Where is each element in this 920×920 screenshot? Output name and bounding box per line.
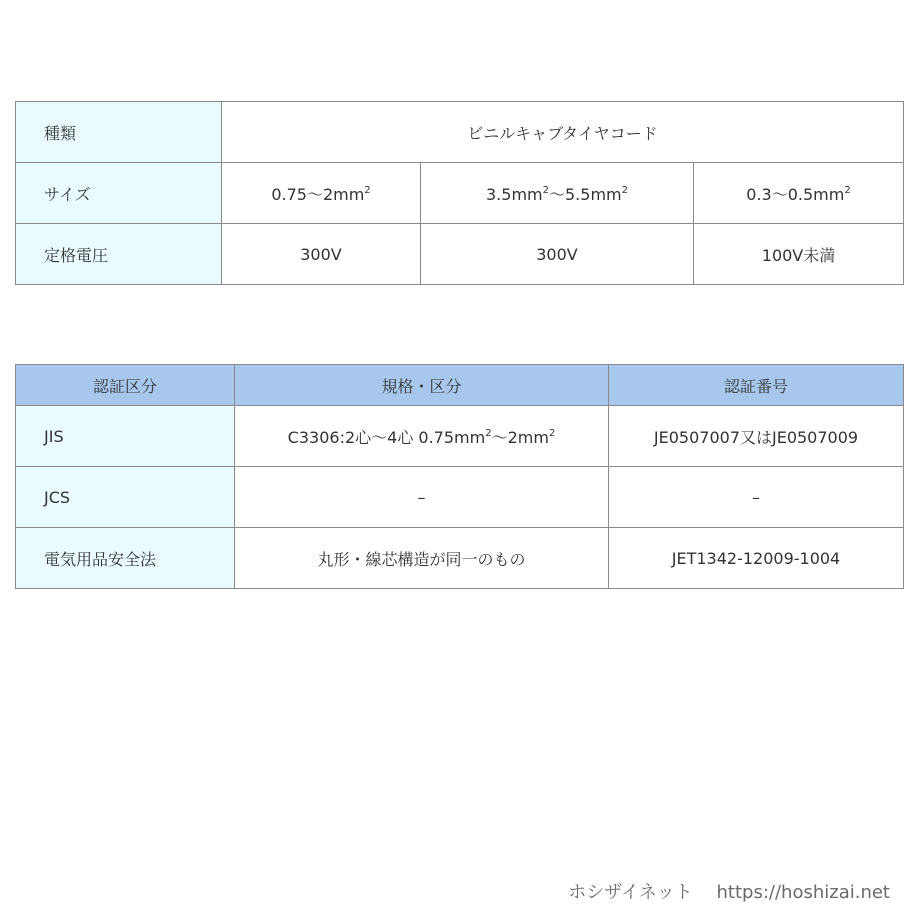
row-label-size: サイズ <box>16 163 222 224</box>
size-value-1: 0.75〜$2mm^2$ <box>222 163 421 224</box>
certification-table <box>15 364 904 589</box>
table-row <box>16 102 904 163</box>
row-label-denan: 電気用品安全法 <box>16 528 235 589</box>
row-label-voltage: 定格電圧 <box>16 224 222 285</box>
size-value-3: 0.3〜$0.5mm^2$ <box>694 163 904 224</box>
header-cert-category: 認証区分 <box>16 365 235 406</box>
footer-url: https://hoshizai.net <box>716 882 890 903</box>
jis-standard: C3306:2心〜4心 $0.75mm^2$〜$2mm^2$ <box>235 406 609 467</box>
row-label-jcs: JCS <box>16 467 235 528</box>
type-value: ビニルキャブタイヤコード <box>222 102 904 163</box>
jcs-cert-number: – <box>609 467 904 528</box>
table-row <box>16 528 904 589</box>
voltage-value-3: 100V未満 <box>694 224 904 285</box>
voltage-value-1: 300V <box>222 224 421 285</box>
table-row <box>16 406 904 467</box>
jcs-standard: – <box>235 467 609 528</box>
size-value-2: $3.5mm^2$〜$5.5mm^2$ <box>421 163 694 224</box>
denan-cert-number: JET1342-12009-1004 <box>609 528 904 589</box>
footer-watermark <box>568 878 890 904</box>
table-row <box>16 163 904 224</box>
jis-cert-number: JE0507007又はJE0507009 <box>609 406 904 467</box>
footer-brand: ホシザイネット <box>568 882 693 903</box>
row-label-type: 種類 <box>16 102 222 163</box>
table-row <box>16 467 904 528</box>
table-header-row <box>16 365 904 406</box>
denan-standard: 丸形・線芯構造が同一のもの <box>235 528 609 589</box>
header-cert-number: 認証番号 <box>609 365 904 406</box>
header-standard: 規格・区分 <box>235 365 609 406</box>
row-label-jis: JIS <box>16 406 235 467</box>
table-row <box>16 224 904 285</box>
spec-table <box>15 101 904 285</box>
voltage-value-2: 300V <box>421 224 694 285</box>
